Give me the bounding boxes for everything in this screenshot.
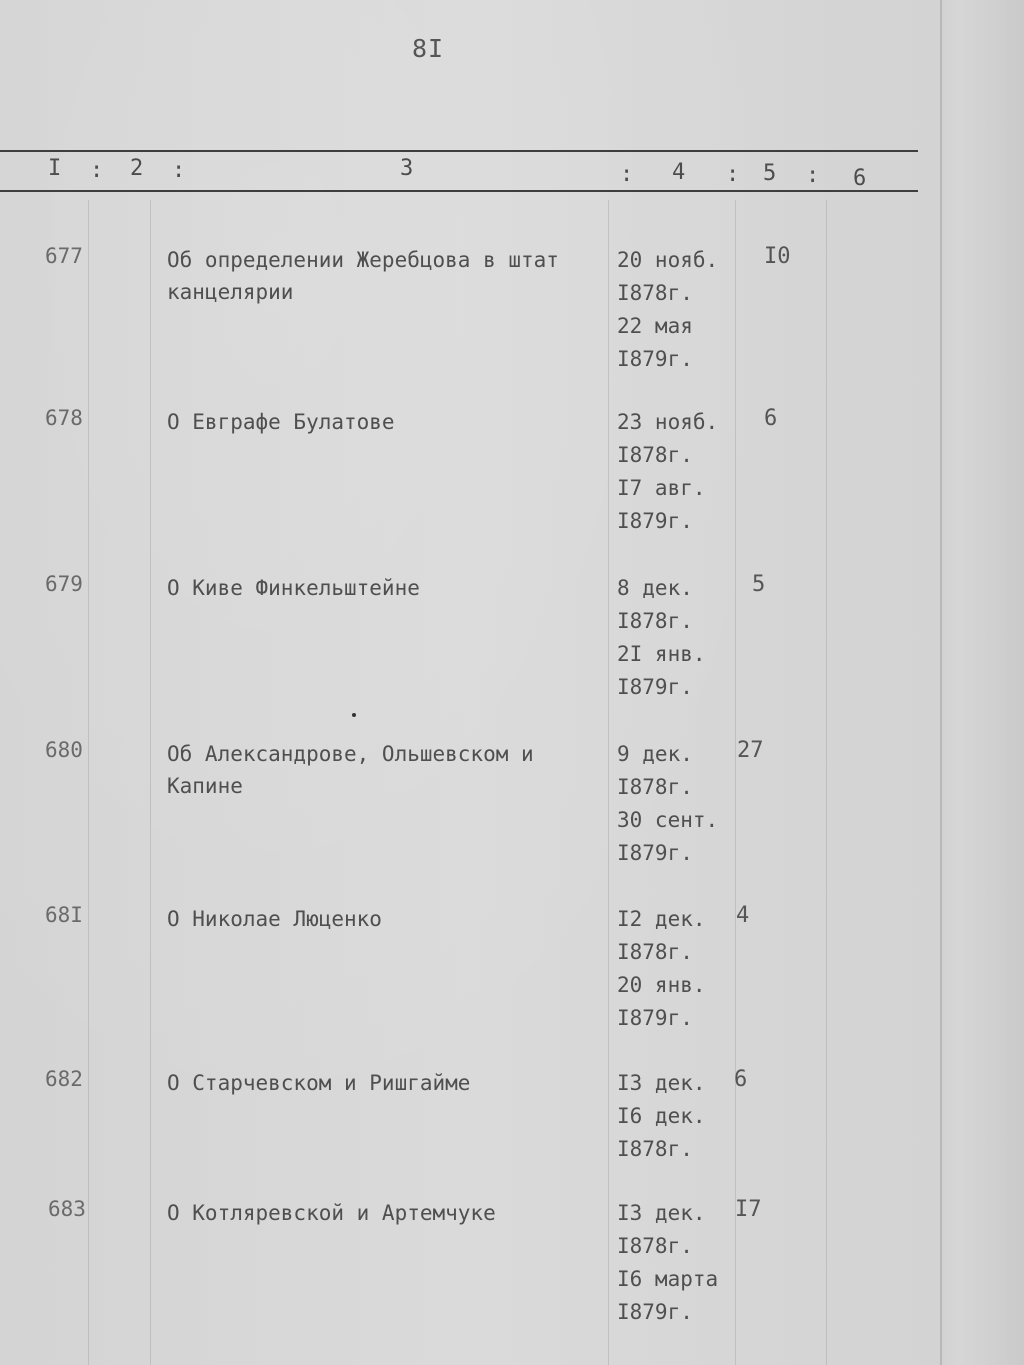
entry-dates (617, 1197, 718, 1329)
entry-number: 680 (45, 738, 83, 762)
entry-dates (617, 738, 718, 870)
entry-title: О Котляревской и Артемчуке (167, 1201, 496, 1225)
entry-number: 682 (45, 1067, 83, 1091)
column-guide-line (88, 200, 89, 1365)
date-line: 8 дек. (617, 576, 693, 600)
entry-number: 683 (48, 1197, 86, 1221)
date-line: 22 мая (617, 314, 693, 338)
date-line: I879г. (617, 675, 693, 699)
date-line: I878г. (617, 281, 693, 305)
date-line: I879г. (617, 347, 693, 371)
date-line: 2I янв. (617, 642, 706, 666)
entry-dates (617, 406, 718, 538)
date-line: 9 дек. (617, 742, 693, 766)
entry-title: О Старчевском и Ришгайме (167, 1071, 471, 1095)
date-line: I878г. (617, 1234, 693, 1258)
date-line: I3 дек. (617, 1201, 706, 1225)
header-top-rule (0, 150, 918, 152)
entry-title: Об определении Жеребцова в штат канцелярии (167, 248, 572, 304)
header-bottom-rule (0, 190, 918, 192)
column-separator: : (620, 162, 634, 187)
date-line: I878г. (617, 443, 693, 467)
sheet-count: I0 (764, 244, 791, 269)
date-line: I879г. (617, 509, 693, 533)
column-guide-line (150, 200, 151, 1365)
entry-dates (617, 903, 706, 1035)
sheet-count: I7 (735, 1197, 762, 1222)
column-separator: : (726, 162, 740, 187)
sheet-count: 5 (752, 572, 766, 597)
column-header-5: 5 (763, 161, 777, 186)
column-header-3: 3 (400, 156, 414, 181)
sheet-count: 6 (734, 1067, 748, 1092)
date-line: I878г. (617, 775, 693, 799)
date-line: 20 янв. (617, 973, 706, 997)
entry-title: О Николае Люценко (167, 907, 382, 931)
date-line: I879г. (617, 841, 693, 865)
column-header-4: 4 (672, 160, 686, 185)
column-guide-line (735, 200, 736, 1365)
column-header-2: 2 (130, 156, 144, 181)
page-number: 8I (412, 34, 445, 63)
column-guide-line (608, 200, 609, 1365)
date-line: I879г. (617, 1300, 693, 1324)
entry-title: О Евграфе Булатове (167, 410, 395, 434)
ink-dot (352, 713, 356, 717)
date-line: I878г. (617, 609, 693, 633)
column-separator: : (172, 158, 186, 183)
entry-dates (617, 244, 718, 376)
entry-number: 679 (45, 572, 83, 596)
entry-number: 678 (45, 406, 83, 430)
entry-dates (617, 1067, 706, 1166)
column-separator: : (90, 158, 104, 183)
column-separator: : (806, 163, 820, 188)
date-line: I2 дек. (617, 907, 706, 931)
sheet-count: 6 (764, 406, 778, 431)
date-line: I878г. (617, 940, 693, 964)
date-line: I879г. (617, 1006, 693, 1030)
entry-title: Об Александрове, Ольшевском и Капине (167, 742, 547, 798)
date-line: I6 марта (617, 1267, 719, 1291)
date-line: 20 нояб. (617, 248, 719, 272)
sheet-count: 4 (736, 903, 750, 928)
date-line: 23 нояб. (617, 410, 719, 434)
date-line: 30 сент. (617, 808, 719, 832)
column-guide-line (826, 200, 827, 1365)
entry-number: 677 (45, 244, 83, 268)
date-line: I3 дек. (617, 1071, 706, 1095)
date-line: I6 дек. (617, 1104, 706, 1128)
date-line: I878г. (617, 1137, 693, 1161)
entry-title: О Киве Финкельштейне (167, 576, 420, 600)
column-header-1: I (48, 156, 62, 181)
column-header-6: 6 (853, 166, 867, 191)
entry-number: 68I (45, 903, 83, 927)
entry-dates (617, 572, 706, 704)
sheet-count: 27 (737, 738, 764, 763)
date-line: I7 авг. (617, 476, 706, 500)
